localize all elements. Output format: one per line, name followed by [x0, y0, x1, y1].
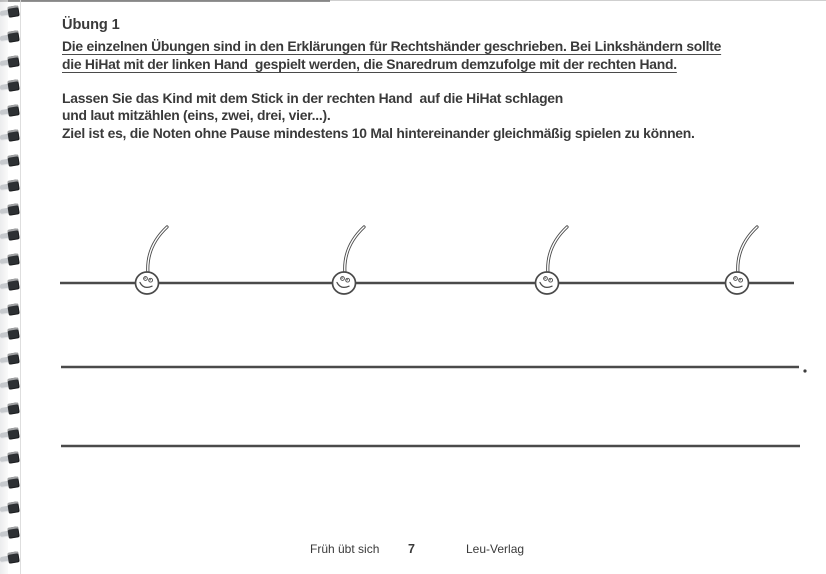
intro-line-1: Die einzelnen Übungen sind in den Erklärungen für Rechtshänder geschrieben. Bei Linkshändern sollte [62, 38, 722, 54]
binding-coil [0, 155, 22, 168]
note-eye-left-pupil [734, 277, 735, 278]
coil-bead [7, 551, 20, 564]
scan-top-edge-dark [0, 0, 330, 2]
binding-coil [0, 428, 22, 441]
note-stem-highlight [548, 227, 567, 274]
note-head [333, 272, 356, 294]
coil-bead [7, 30, 20, 43]
instructions-line-3: Ziel ist es, die Noten ohne Pause mindestens 10 Mal hintereinander gleichmäßig spielen zu können. [62, 124, 695, 141]
binding-coil [0, 31, 22, 44]
binding-coil [0, 552, 22, 565]
binding-coil [0, 527, 22, 540]
coil-bead [7, 228, 20, 241]
coil-bead [7, 427, 20, 440]
note-head [536, 272, 559, 294]
coil-bead [7, 501, 20, 514]
intro-line-2: die HiHat mit der linken Hand gespielt werden, die Snaredrum demzufolge mit der rechten Hand. [62, 56, 677, 73]
binding-coil [0, 378, 22, 391]
binding-coil [0, 452, 22, 465]
coil-bead [7, 253, 20, 266]
note-eye-left-pupil [144, 277, 145, 278]
note-head [726, 272, 749, 294]
footer-page-number: 7 [408, 542, 415, 556]
stray-dot [803, 369, 806, 372]
coil-bead [7, 402, 20, 415]
note-eye-left-pupil [544, 277, 545, 278]
coil-bead [7, 526, 20, 539]
footer-publisher: Leu-Verlag [466, 542, 525, 556]
coil-bead [7, 204, 20, 217]
binding-coil [0, 80, 22, 93]
binding-coil [0, 279, 22, 292]
coil-bead [7, 303, 20, 316]
binding-coil [0, 304, 22, 317]
note-head [136, 272, 159, 294]
note-eye-right-pupil [150, 279, 151, 280]
note-stem-highlight [345, 227, 364, 274]
instructions-line-1: Lassen Sie das Kind mit dem Stick in der rechten Hand auf die HiHat schlagen [62, 90, 564, 106]
note-eye-left-pupil [341, 277, 342, 278]
instructions-line-2: und laut mitzählen (eins, zwei, drei, vier...). [62, 107, 331, 124]
coil-bead [7, 154, 20, 167]
note-eye-right-pupil [347, 279, 348, 280]
binding-coil [0, 56, 22, 69]
binding-coil [0, 502, 22, 515]
coil-bead [7, 179, 20, 192]
coil-bead [7, 80, 20, 93]
binding-coil [0, 204, 22, 217]
coil-bead [7, 278, 20, 291]
coil-bead [7, 452, 20, 465]
note-eye-right-pupil [740, 279, 741, 280]
binding-coil [0, 477, 22, 490]
note-stem-highlight [738, 227, 757, 274]
footer-series-title: Früh übt sich [310, 542, 380, 556]
instructions-paragraph [62, 90, 695, 142]
coil-bead [7, 5, 20, 18]
binding-coil [0, 130, 22, 143]
binding-coil [0, 6, 22, 19]
binding-coil [0, 328, 22, 341]
note-stem-highlight [148, 227, 167, 274]
coil-bead [7, 352, 20, 365]
coil-bead [7, 476, 20, 489]
binding-coil [0, 403, 22, 416]
intro-paragraph [62, 37, 721, 74]
spiral-binding [0, 0, 24, 574]
binding-coil [0, 254, 22, 267]
coil-bead [7, 328, 20, 341]
binding-coil [0, 353, 22, 366]
binding-coil [0, 229, 22, 242]
binding-coil [0, 105, 22, 118]
binding-coil [0, 180, 22, 193]
coil-bead [7, 104, 20, 117]
coil-bead [7, 129, 20, 142]
coil-bead [7, 377, 20, 390]
coil-bead [7, 55, 20, 68]
note-eye-right-pupil [550, 279, 551, 280]
page-title: Übung 1 [62, 17, 120, 33]
